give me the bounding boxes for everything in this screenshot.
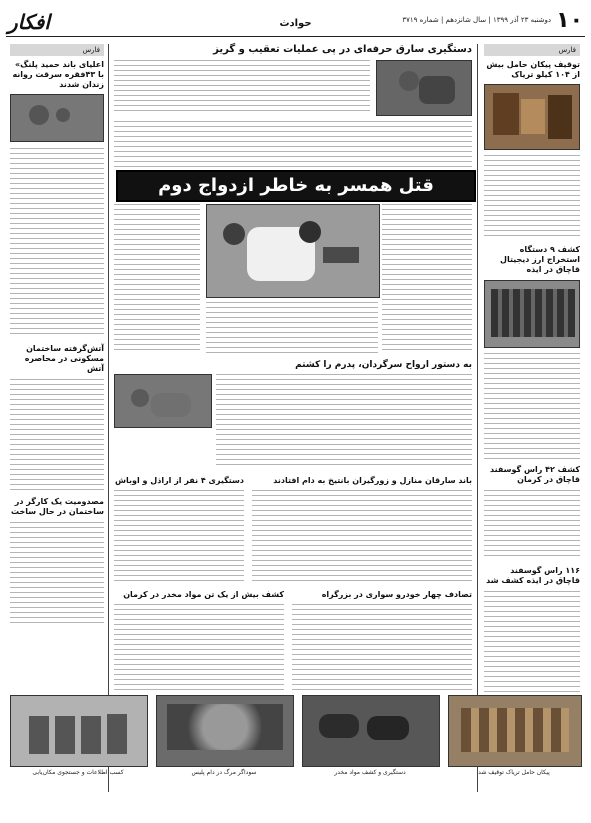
date-line: دوشنبه ۲۳ آذر ۱۳۹۹ | سال شانزدهم | شماره ۳۷۱۹ [402,16,551,24]
bottom-middle-stories [114,590,472,692]
top-story-text-2 [114,121,472,171]
left-top-label: فارس [10,44,104,56]
top-story-photo [376,60,472,116]
bottom-photo-2 [156,695,294,767]
right-body-3 [484,490,580,560]
right-headline-2: کشف ۹ دستگاه استخراج ارز دیجیتال قاچاق در ایذه [500,245,580,274]
right-photo-1 [484,84,580,150]
main-story-left-lines [114,204,200,354]
left-headline-2: آتش‌گرفته ساختمان مسکونی در محاصره آتش [24,344,104,373]
bottom-photo-4 [448,695,582,767]
lower-headline-2: دستگیری ۴ نفر از اراذل و اوباش [114,476,244,485]
bottom-photo-1 [10,695,148,767]
bottom-lines-1 [292,604,472,690]
top-story-headline: دستگیری سارق حرفه‌ای در پی عملیات تعقیب و گریز [213,44,472,55]
bottom-photo-3 [302,695,440,767]
caption-3: دستگیری و کشف مواد مخدر [334,769,406,776]
top-story [114,44,472,162]
caption-2: سوداگر مرگ در دام پلیس [191,769,257,776]
main-story-photo [206,204,380,298]
right-column [484,44,580,796]
right-body-2 [484,353,580,459]
left-headline-3: مصدومیت یک کارگر در ساختمان در حال ساخت [11,497,104,516]
bottom-headline-1: تصادف چهار خودرو سواری در بزرگراه [321,590,472,599]
right-photo-2 [484,280,580,348]
section-title: حوادث [279,18,312,29]
main-headline-banner [116,170,476,202]
middle-headline: به دستور ارواح سرگردان، پدرم را کشتم [295,360,472,370]
middle-lines [216,374,472,468]
main-story-right-lines [382,204,472,354]
left-body-lines [10,148,104,338]
lower-lines-2 [114,490,244,582]
caption-1: کسب اطلاعات و جستجوی مکان‌یابی [32,769,124,776]
lower-lines-1 [252,490,472,582]
right-top-label: فارس [484,44,580,56]
right-body-1 [484,155,580,239]
bottom-lines-2 [114,604,284,690]
left-body-lines-2 [10,379,104,491]
middle-story [114,360,472,472]
bottom-photo-row [10,695,580,795]
bottom-headline-2: کشف بیش از یک تن مواد مخدر در کرمان [123,590,284,599]
lower-headline-1: باند سارقان منازل و زورگیران بانتیخ به دام افتادند [273,476,472,485]
lower-middle-stories [114,476,472,584]
left-column [10,44,104,796]
right-headline-1: توقیف پیکان حامل بیش از ۱۰۴ کیلو تریاک [486,60,580,79]
person-shape-2 [56,108,70,122]
person-shape [29,105,49,125]
left-body-lines-3 [10,522,104,626]
right-headline-4: ۱۱۶ راس گوسفند قاچاق در ایذه کشف شد [486,566,580,585]
main-headline-text: قتل همسر به خاطر ازدواج دوم [158,175,434,196]
newspaper-logo: افکار [8,10,50,34]
left-photo [10,94,104,142]
top-story-text [114,60,370,114]
header [6,6,585,37]
page-number: ۱۰ [556,8,583,33]
middle-photo [114,374,212,428]
main-story-area [114,204,472,354]
main-story-bottom-lines [206,302,378,354]
left-headline: اعلیای باند حمید پلنگ» با ۴۳فقره سرقت روانه زندان شدند [12,60,104,89]
right-headline-3: کشف ۴۲ راس گوسفند قاچاق در کرمان [489,465,580,484]
caption-4: پیکان حامل تریاک توقیف شد [478,769,550,776]
